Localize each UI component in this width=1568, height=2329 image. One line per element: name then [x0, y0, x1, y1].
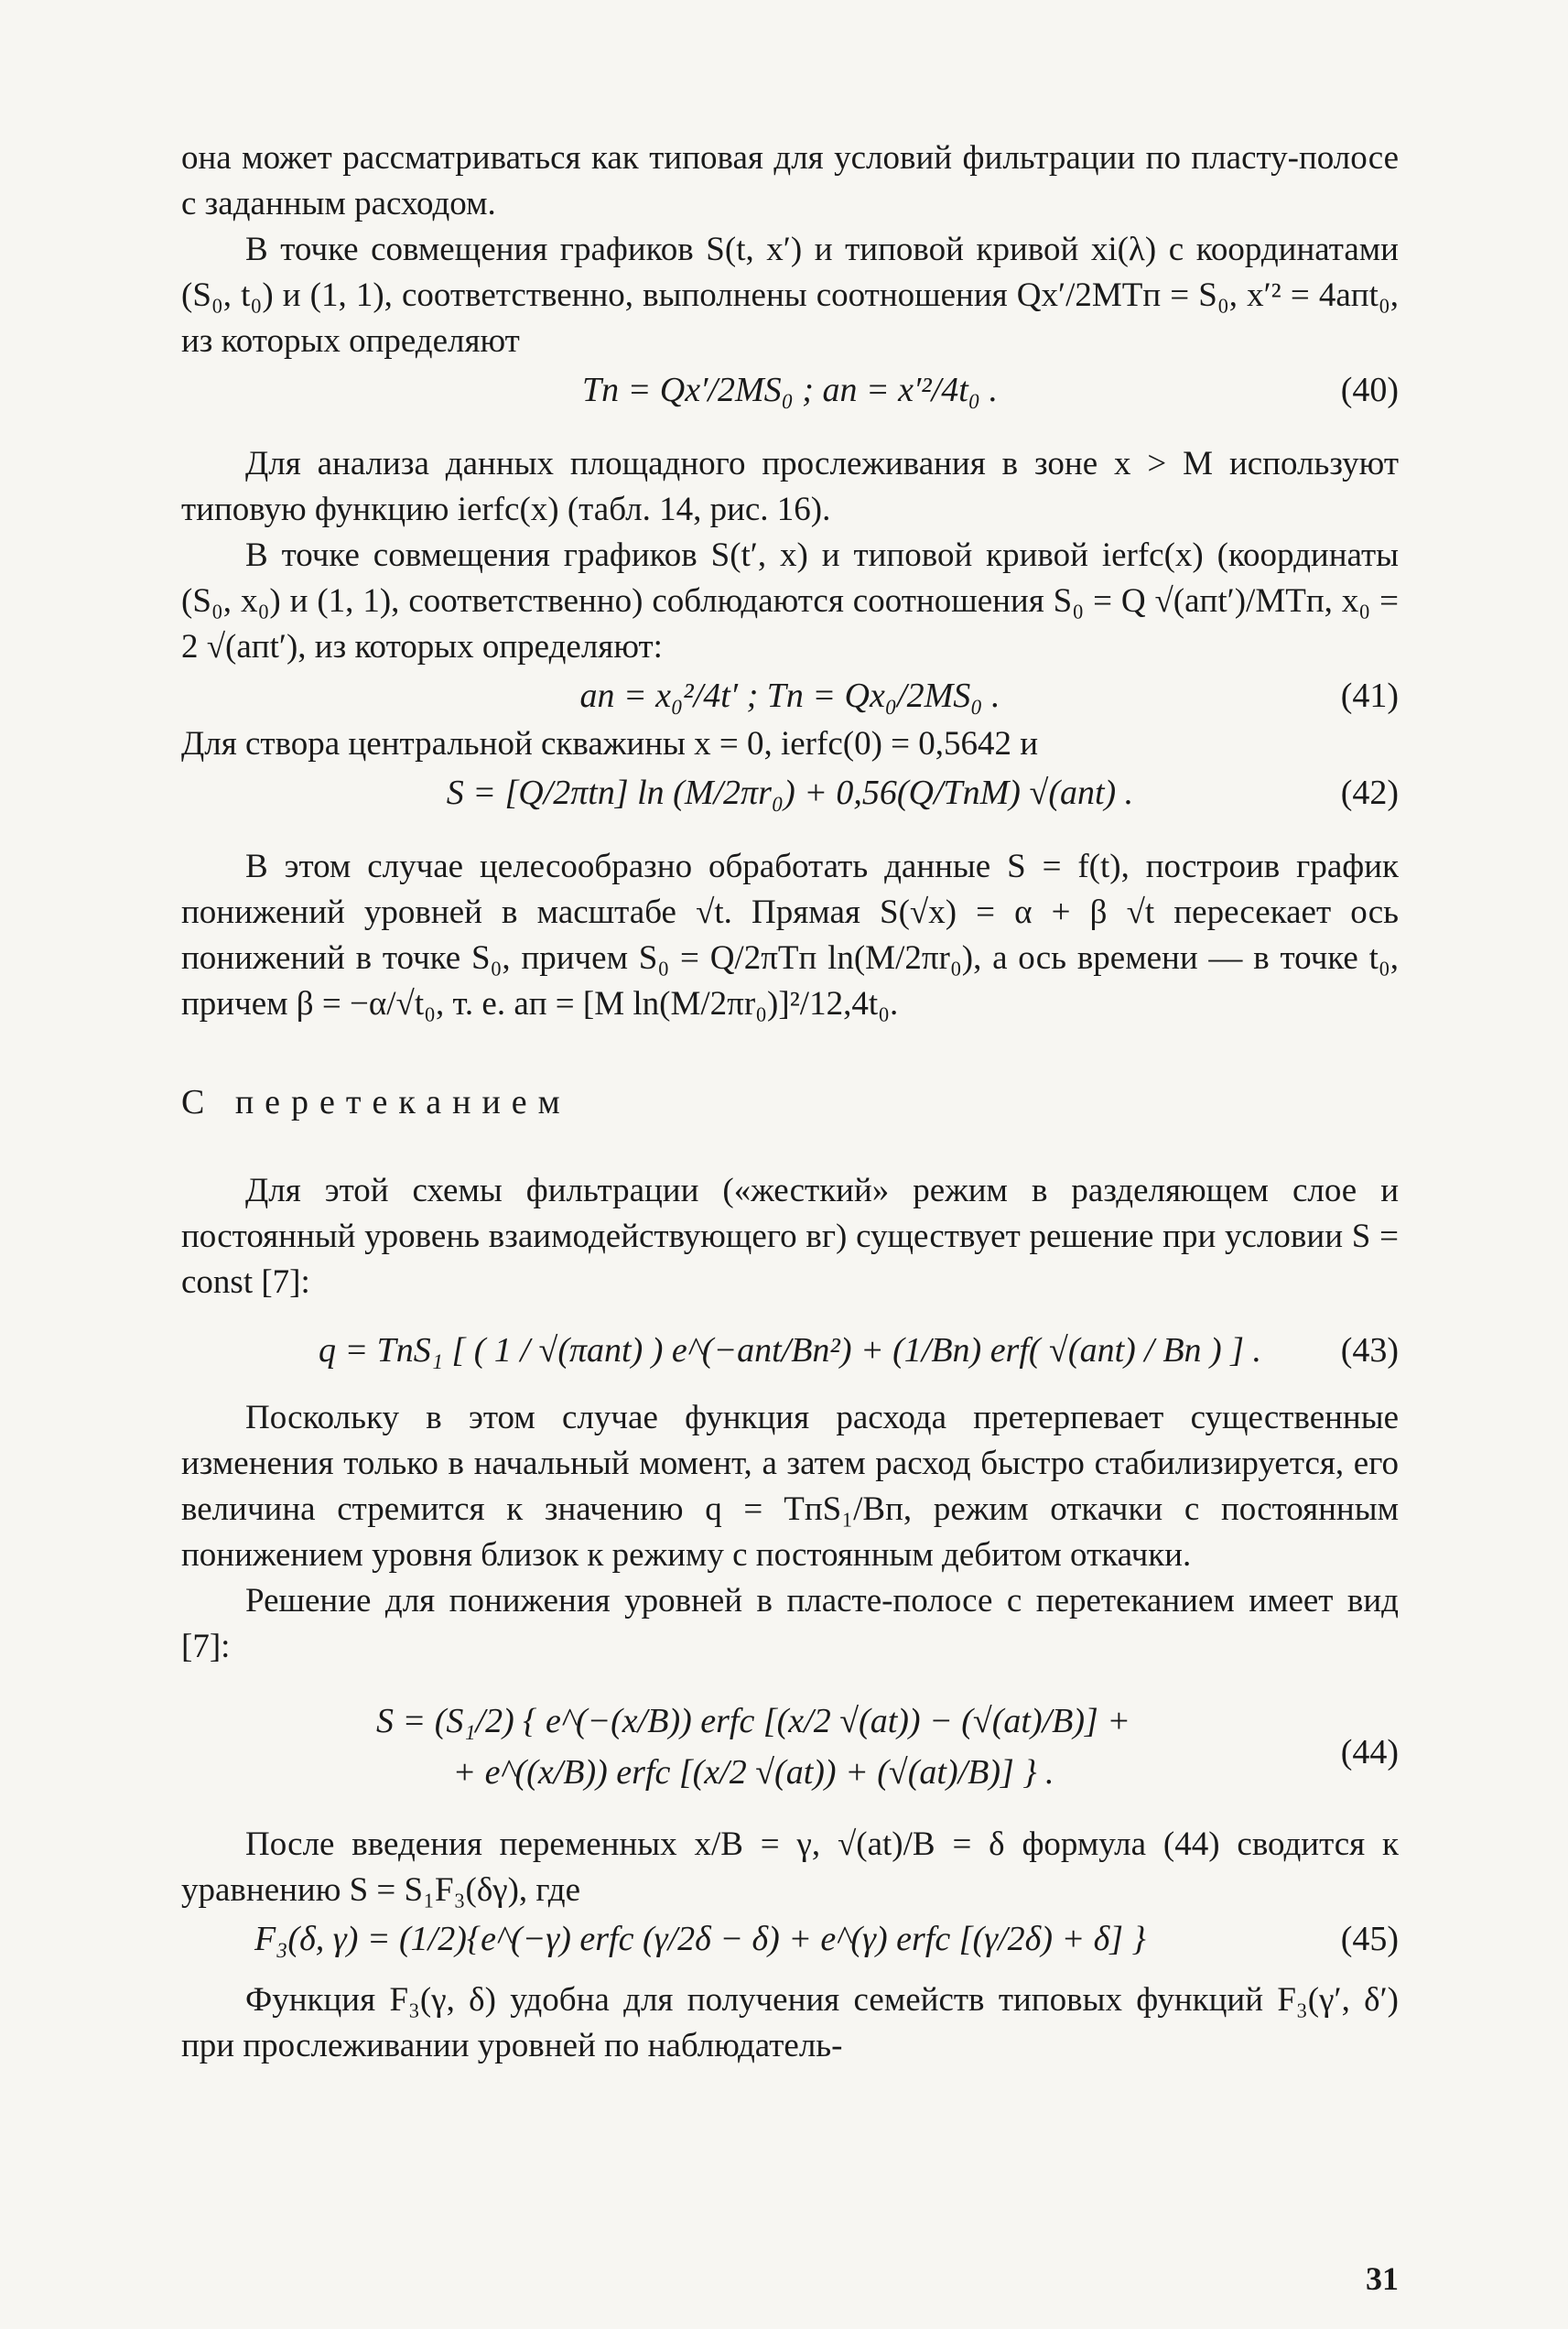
paragraph-3: Для анализа данных площадного прослеживания в зоне x > M используют типовую функцию ierfc(x) (табл. 14, рис. 16). [181, 445, 1399, 528]
equation-41-body: aп = x₀²/4t′ ; Tп = Qx₀/2MS₀ . [579, 677, 1000, 715]
paragraph-2: В точке совмещения графиков S(t, x′) и типовой кривой xi(λ) с координатами (S₀, t₀) и (1, 1), соответственно, выполнены соотношения Qx′/2MTп = S₀, x′² = 4aпt₀, из которых определяют [181, 231, 1399, 360]
equation-41 [181, 670, 1399, 721]
paragraph-5: Для створа центральной скважины x = 0, ierfc(0) = 0,5642 и [181, 725, 1039, 763]
page-number: 31 [1366, 2260, 1399, 2297]
equation-40 [181, 364, 1399, 416]
equation-42 [181, 767, 1399, 818]
paragraph-8: Поскольку в этом случае функция расхода претерпевает существенные изменения только в начальный момент, а затем расход быстро стабилизируется, его величина стремится к значению q = TпS₁/Bп, режим откачки с постоянным понижением уровня близок к режиму с постоянным дебитом откачки. [181, 1399, 1399, 1574]
equation-41-number: (41) [1340, 677, 1399, 715]
paragraph-4: В точке совмещения графиков S(t′, x) и типовой кривой ierfc(x) (координаты (S₀, x₀) и (1, 1), соответственно) соблюдаются соотношения S₀ = Q √(aпt′)/MTп, x₀ = 2 √(aпt′), из которых определяют: [181, 536, 1399, 666]
equation-40-body: Tп = Qx′/2MS₀ ; aп = x′²/4t₀ . [581, 371, 998, 409]
equation-40-number: (40) [1340, 371, 1399, 409]
equation-42-number: (42) [1340, 774, 1399, 812]
equation-45-body: F₃(δ, γ) = (1/2){e^(−γ) erfc (γ/2δ − δ) + e^(γ) erfc [(γ/2δ) + δ] } [254, 1920, 1146, 1958]
equation-44-line-1: S = (S₁/2) { e^(−(x/B)) erfc [(x/2 √(at)) − (√(at)/B)] + [376, 1702, 1130, 1740]
paragraph-11: Функция F₃(γ, δ) удобна для получения семейств типовых функций F₃(γ′, δ′) при прослеживании уровней по наблюдатель- [181, 1981, 1399, 2064]
equation-44-number: (44) [1340, 1733, 1399, 1771]
equation-43 [181, 1318, 1399, 1382]
equation-45-number: (45) [1340, 1920, 1399, 1958]
paragraph-6: В этом случае целесообразно обработать данные S = f(t), построив график понижений уровней в масштабе √t. Прямая S(√x) = α + β √t пересекает ось понижений в точке S₀, причем S₀ = Q/2πTп ln(M/2πr₀), а ось времени — в точке t₀, причем β = −α/√t₀, т. е. aп = [M ln(M/2πr₀)]²/12,4t₀. [181, 848, 1399, 1023]
paragraph-1: она может рассматриваться как типовая для условий фильтрации по пласту-полосе с заданным расходом. [181, 139, 1399, 222]
paragraph-10: После введения переменных x/B = γ, √(at)/B = δ формула (44) сводится к уравнению S = S₁F₃(δγ), где [181, 1825, 1399, 1909]
section-heading: С перетеканием [181, 1083, 571, 1121]
equation-43-body: q = TпS₁ [ ( 1 / √(πaпt) ) e^(−aпt/Bп²) + (1/Bп) erf( √(aпt) / Bп ) ] . [319, 1331, 1261, 1370]
equation-44-line-2: + e^((x/B)) erfc [(x/2 √(at)) + (√(at)/B)] } . [452, 1753, 1054, 1792]
paragraph-9: Решение для понижения уровней в пласте-полосе с перетеканием имеет вид [7]: [181, 1582, 1399, 1665]
paragraph-7: Для этой схемы фильтрации («жесткий» режим в разделяющем слое и постоянный уровень взаимодействующего вг) существует решение при условии S = const [7]: [181, 1172, 1399, 1301]
equation-42-body: S = [Q/2πtп] ln (M/2πr₀) + 0,56(Q/TпM) √(aпt) . [446, 774, 1134, 812]
equation-44 [181, 1695, 1399, 1809]
text-column [181, 135, 1399, 2069]
equation-43-number: (43) [1340, 1331, 1399, 1370]
equation-45 [181, 1913, 1399, 1965]
